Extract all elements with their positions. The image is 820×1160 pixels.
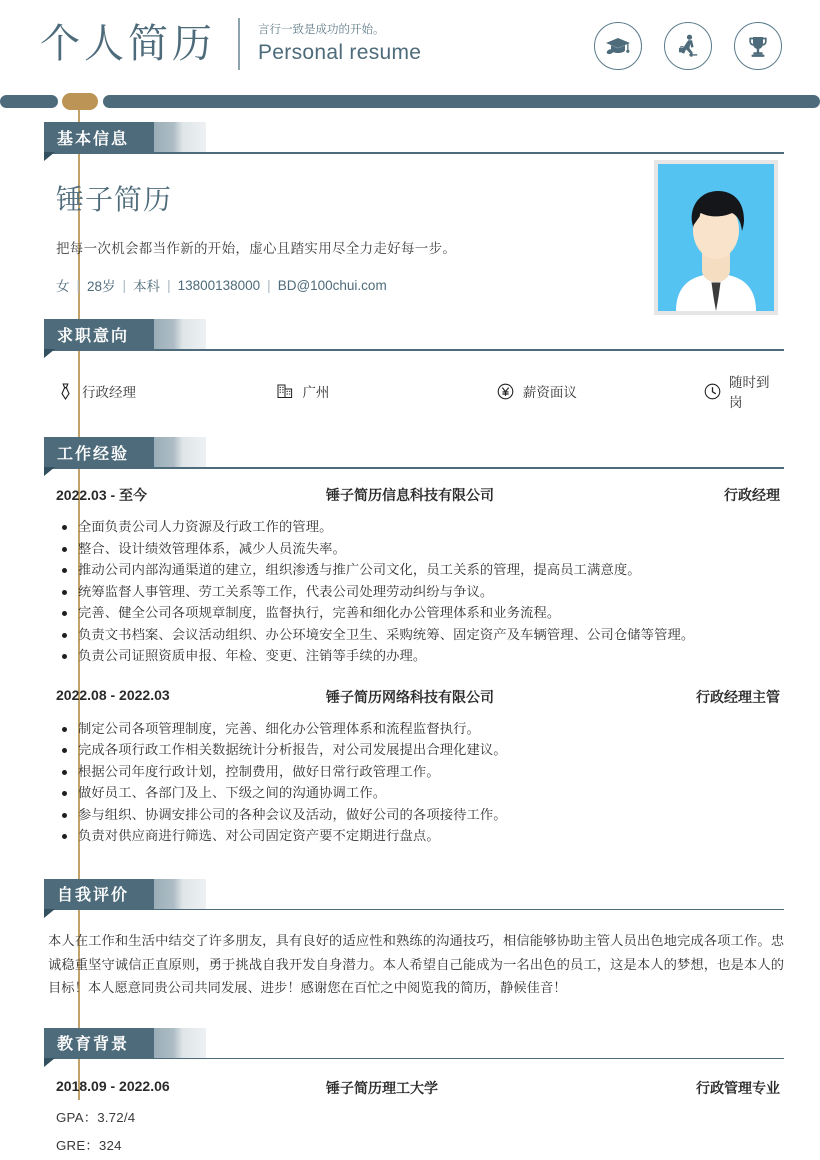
- job-header: [56, 687, 780, 707]
- job-entry: [56, 485, 780, 667]
- meta-separator: |: [267, 277, 271, 293]
- intent-salary-label: 薪资面议: [522, 385, 577, 400]
- section-header-self-evaluation: [44, 879, 784, 909]
- list-item: 整合、设计绩效管理体系，减少人员流失率。: [56, 538, 780, 560]
- section-ribbon: [44, 122, 154, 152]
- list-item: 统筹监督人事管理、劳工关系等工作，代表公司处理劳动纠纷与争议。: [56, 581, 780, 603]
- section-header-work-experience: [44, 437, 784, 467]
- job-role: 行政经理: [724, 487, 780, 503]
- section-ribbon-tail: [154, 122, 206, 152]
- rule-segment-right: [103, 95, 820, 108]
- section-ribbon: [44, 437, 154, 467]
- section-ribbon: [44, 1028, 154, 1058]
- self-evaluation-text: 本人在工作和生活中结交了许多朋友，具有良好的适应性和熟练的沟通技巧，相信能够协助主管人员出色地完成各项工作。忠诚稳重坚守诚信正直原则，勇于挑战自我开发自身潜力。本人希望自己能成为一名出色的员工，这是本人的梦想，也是本人的目标！本人愿意同贵公司共同发展、进步！感谢您在百忙之中阅览我的简历，静候佳音！: [48, 932, 784, 996]
- section-rule: [44, 349, 784, 351]
- section-job-intention: [0, 319, 820, 411]
- section-ribbon-notch: [44, 909, 55, 918]
- section-ribbon-tail: [154, 437, 206, 467]
- yen-circle-icon: [497, 382, 515, 400]
- section-ribbon-tail: [154, 1028, 206, 1058]
- photo-illustration: [658, 164, 774, 311]
- section-ribbon-tail: [154, 879, 206, 909]
- header-subtitle-group: [258, 23, 421, 65]
- section-title: 教育背景: [57, 1036, 130, 1054]
- list-item: 负责公司证照资质申报、年检、变更、注销等手续的办理。: [56, 645, 780, 667]
- list-item: 推动公司内部沟通渠道的建立，组织渗透与推广公司文化，员工关系的管理，提高员工满意度。: [56, 559, 780, 581]
- section-header-basic-info: [44, 122, 784, 152]
- meta-phone: 13800138000: [177, 277, 261, 293]
- intent-location-label: 广州: [302, 385, 330, 400]
- education-body: [0, 1058, 820, 1154]
- section-basic-info: [0, 122, 820, 295]
- section-self-evaluation: [0, 879, 820, 1000]
- meta-age: 28岁: [87, 279, 116, 294]
- section-rule: [44, 909, 784, 911]
- section-rule: [44, 1058, 784, 1060]
- trophy-icon: [734, 22, 782, 70]
- candidate-photo: [654, 160, 778, 315]
- header-rule-bar: [0, 92, 820, 110]
- list-item: 参与组织、协调安排公司的各种会议及活动，做好公司的各项接待工作。: [56, 804, 780, 826]
- education-gre: GRE：324: [56, 1137, 122, 1153]
- list-item: 完善、健全公司各项规章制度，监督执行，完善和细化办公管理体系和业务流程。: [56, 602, 780, 624]
- job-date: 2022.03 - 至今: [56, 487, 148, 503]
- job-organization: 锤子简历信息科技有限公司: [326, 487, 494, 503]
- section-title: 求职意向: [57, 327, 130, 345]
- graduation-cap-icon: [594, 22, 642, 70]
- meta-email: BD@100chui.com: [277, 277, 387, 293]
- intent-location: [276, 371, 496, 411]
- rule-segment-left: [0, 95, 58, 108]
- section-title: 工作经验: [57, 445, 130, 463]
- list-item: 完成各项行政工作相关数据统计分析报告，对公司发展提出合理化建议。: [56, 739, 780, 761]
- accent-dot: [62, 93, 98, 110]
- meta-separator: |: [76, 277, 81, 293]
- section-ribbon-notch: [44, 1058, 55, 1067]
- intent-position: [56, 371, 276, 411]
- list-item: 全面负责公司人力资源及行政工作的管理。: [56, 516, 780, 538]
- section-education: [0, 1028, 820, 1154]
- job-intention-row: [0, 349, 820, 411]
- header-title-group: [40, 18, 421, 70]
- tie-icon: [56, 382, 74, 400]
- education-date: 2018.09 - 2022.06: [56, 1077, 170, 1094]
- job-bullet-list: [56, 718, 780, 847]
- header-icon-group: [594, 22, 782, 70]
- list-item: 制定公司各项管理制度，完善、细化办公管理体系和流程监督执行。: [56, 718, 780, 740]
- job-role: 行政经理主管: [696, 688, 780, 705]
- section-title: 基本信息: [57, 130, 130, 148]
- list-item: 做好员工、各部门及上、下级之间的沟通协调工作。: [56, 782, 780, 804]
- job-organization: 锤子简历网络科技有限公司: [326, 688, 494, 705]
- page-title-en: Personal resume: [258, 40, 422, 64]
- meta-separator: |: [167, 277, 171, 293]
- page-header: [0, 0, 820, 92]
- education-header: [56, 1078, 780, 1098]
- section-ribbon: [44, 879, 154, 909]
- list-item: 负责对供应商进行筛选、对公司固定资产要不定期进行盘点。: [56, 825, 780, 847]
- job-header: [56, 485, 780, 505]
- candidate-name: 锤子简历: [56, 184, 173, 215]
- job-bullet-list: [56, 516, 780, 667]
- page-title: 个人简历: [40, 22, 216, 66]
- basic-info-body: [0, 152, 820, 295]
- education-gpa: GPA：3.72/4: [56, 1109, 136, 1125]
- list-item: 负责文书档案、会议活动组织、办公环境安全卫生、采购统筹、固定资产及车辆管理、公司仓储等管理。: [56, 624, 780, 646]
- meta-gender: 女: [56, 279, 70, 294]
- header-motto: 言行一致是成功的开始。: [258, 24, 385, 37]
- job-date: 2022.08 - 2022.03: [56, 686, 170, 703]
- meta-education: 本科: [133, 279, 161, 294]
- section-work-experience: [0, 437, 820, 847]
- intent-availability: [704, 371, 780, 411]
- section-title: 自我评价: [57, 887, 130, 905]
- education-major: 行政管理专业: [696, 1079, 780, 1096]
- clock-icon: [704, 382, 721, 400]
- job-entry: [56, 687, 780, 847]
- building-icon: [276, 382, 294, 400]
- intent-salary: [497, 371, 704, 411]
- list-item: 根据公司年度行政计划，控制费用，做好日常行政管理工作。: [56, 761, 780, 783]
- section-ribbon-notch: [44, 467, 55, 476]
- intent-position-label: 行政经理: [82, 385, 136, 400]
- education-school: 锤子简历理工大学: [326, 1079, 438, 1096]
- section-rule: [44, 467, 784, 469]
- section-ribbon-tail: [154, 319, 206, 349]
- work-experience-body: [0, 467, 820, 847]
- businessman-walking-icon: [664, 22, 712, 70]
- section-header-education: [44, 1028, 784, 1058]
- section-header-job-intention: [44, 319, 784, 349]
- section-ribbon-notch: [44, 349, 55, 358]
- meta-separator: |: [122, 277, 127, 293]
- candidate-tagline: 把每一次机会都当作新的开始，虚心且踏实用尽全力走好每一步。: [56, 241, 457, 256]
- section-ribbon: [44, 319, 154, 349]
- intent-availability-label: 随时到岗: [729, 375, 770, 410]
- title-divider: [238, 18, 240, 70]
